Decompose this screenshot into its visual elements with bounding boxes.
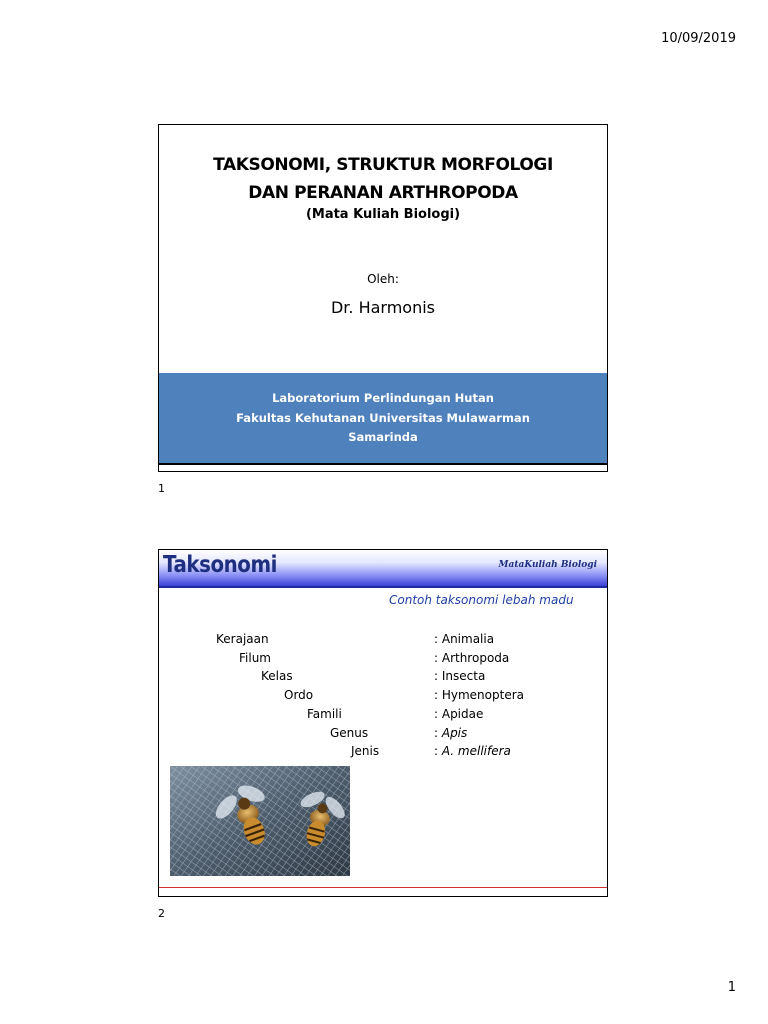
taxonomy-value-italic: Apis [441, 725, 468, 740]
honeybee-image [170, 766, 350, 876]
taxonomy-rank: Filum [239, 650, 271, 665]
header-rule [159, 586, 607, 588]
slide-1-title [159, 151, 607, 207]
slide-2-header [159, 550, 607, 586]
taxonomy-rank: Kelas [261, 669, 293, 684]
author-name: Dr. Harmonis [330, 298, 436, 317]
band-line-1: Laboratorium Perlindungan Hutan [272, 391, 494, 405]
title-line-1: TAKSONOMI, STRUKTUR MORFOLOGI [213, 155, 553, 175]
taxonomy-value [434, 669, 485, 683]
by-label: Oleh: [367, 272, 399, 286]
taxonomy-rank: Kerajaan [216, 632, 269, 646]
taxonomy-rank: Famili [307, 706, 342, 721]
page-number: 1 [727, 980, 736, 995]
page-date: 10/09/2019 [661, 31, 736, 46]
slide-2-title: Taksonomi [163, 552, 278, 578]
taxonomy-rank: Genus [330, 725, 369, 740]
taxonomy-value [434, 651, 509, 665]
footer-rule [159, 887, 607, 888]
taxonomy-value [434, 744, 511, 758]
taxonomy-value-prefix: : [434, 744, 442, 759]
taxonomy-value-italic: A. mellifera [441, 744, 511, 759]
band-line-2: Fakultas Kehutanan Universitas Mulawarman [236, 410, 530, 425]
honeybee-photo [170, 766, 350, 876]
slide-1 [158, 124, 608, 472]
slide-1-number: 1 [158, 482, 165, 495]
slide-2 [158, 549, 608, 897]
taxonomy-rank: Jenis [351, 744, 380, 759]
band-bottom-rule [159, 463, 607, 465]
taxonomy-value [434, 688, 524, 702]
taxonomy-value-text: : Insecta [434, 669, 486, 684]
taxonomy-caption: Contoh taksonomi lebah madu [389, 593, 574, 607]
taxonomy-value-text: : Animalia [434, 632, 495, 646]
taxonomy-value-text: : Apidae [434, 706, 484, 721]
taxonomy-value-prefix: : [434, 725, 442, 740]
taxonomy-value [434, 707, 483, 721]
taxonomy-value-text: : Arthropoda [434, 650, 510, 665]
course-tag: MataKuliah Biologi [498, 560, 597, 570]
slide-2-number: 2 [158, 907, 165, 920]
institution-band [159, 373, 607, 463]
band-line-3: Samarinda [348, 430, 418, 444]
title-line-2: DAN PERANAN ARTHROPODA [248, 183, 518, 203]
slide-1-subtitle: (Mata Kuliah Biologi) [305, 207, 461, 222]
taxonomy-rank: Ordo [284, 688, 314, 703]
taxonomy-value-text: : Hymenoptera [434, 688, 524, 703]
taxonomy-value [434, 632, 494, 646]
taxonomy-value [434, 726, 467, 740]
